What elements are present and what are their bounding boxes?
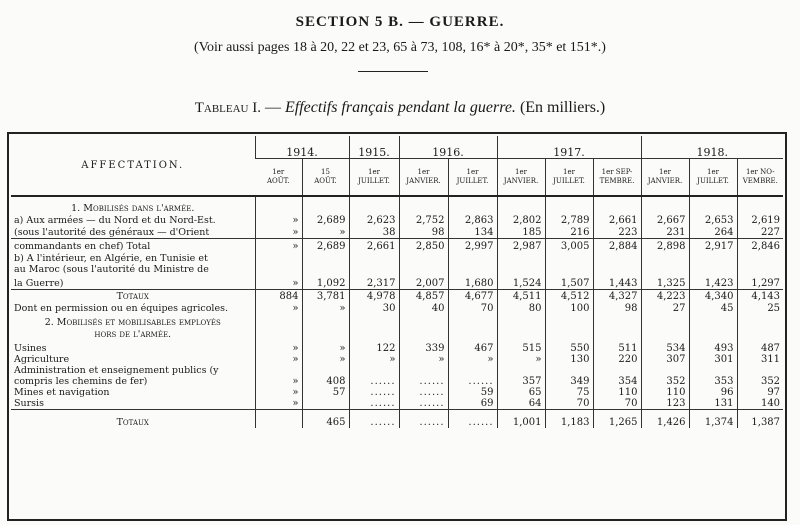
row-value bbox=[497, 328, 545, 340]
row-value bbox=[255, 196, 302, 214]
row-value: 264 bbox=[689, 226, 737, 238]
row-value bbox=[302, 328, 349, 340]
row-value: 1,426 bbox=[641, 410, 689, 428]
row-value bbox=[255, 264, 302, 275]
row-value: 2,846 bbox=[737, 238, 783, 252]
row-value bbox=[399, 264, 448, 275]
row-value: 140 bbox=[737, 398, 783, 410]
row-value: » bbox=[255, 387, 302, 398]
header-year: 1915. bbox=[349, 136, 399, 158]
row-value bbox=[737, 196, 783, 214]
row-value: 2,317 bbox=[349, 275, 399, 289]
header-month-bottom: JUILLET. bbox=[697, 176, 729, 185]
row-value: 339 bbox=[399, 340, 448, 354]
row-value: 2,789 bbox=[545, 214, 593, 226]
row-value: 2,917 bbox=[689, 238, 737, 252]
row-value: 25 bbox=[737, 302, 783, 314]
row-value bbox=[737, 328, 783, 340]
header-month bbox=[255, 158, 302, 196]
row-value: 2,884 bbox=[593, 238, 641, 252]
row-value bbox=[689, 264, 737, 275]
table-row bbox=[11, 410, 783, 428]
table-body bbox=[11, 196, 783, 428]
header-month-bottom: JUILLET. bbox=[456, 176, 489, 185]
table-row bbox=[11, 264, 783, 275]
row-value: 4,677 bbox=[448, 289, 497, 302]
row-value bbox=[593, 365, 641, 376]
row-value bbox=[593, 264, 641, 275]
row-value: 550 bbox=[545, 340, 593, 354]
header-year: 1918. bbox=[641, 136, 783, 158]
header-month-bottom: JANVIER. bbox=[406, 176, 441, 185]
table-title-lead: Tableau I. bbox=[194, 100, 261, 116]
header-month-top: 1er bbox=[272, 167, 285, 176]
row-value: 110 bbox=[641, 387, 689, 398]
row-value bbox=[302, 264, 349, 275]
table-row bbox=[11, 340, 783, 354]
row-value: 4,512 bbox=[545, 289, 593, 302]
row-value: 2,623 bbox=[349, 214, 399, 226]
row-value: » bbox=[255, 238, 302, 252]
row-value: 98 bbox=[593, 302, 641, 314]
row-value bbox=[545, 365, 593, 376]
row-value: 2,987 bbox=[497, 238, 545, 252]
row-value: 884 bbox=[255, 289, 302, 302]
row-value: 57 bbox=[302, 387, 349, 398]
row-value: 515 bbox=[497, 340, 545, 354]
row-value: 487 bbox=[737, 340, 783, 354]
row-value bbox=[593, 196, 641, 214]
row-value bbox=[641, 365, 689, 376]
row-value: 408 bbox=[302, 376, 349, 387]
row-value: ...... bbox=[349, 376, 399, 387]
row-value bbox=[689, 196, 737, 214]
row-value: 2,863 bbox=[448, 214, 497, 226]
row-value: » bbox=[255, 214, 302, 226]
row-value bbox=[593, 314, 641, 328]
row-value bbox=[497, 314, 545, 328]
table-row bbox=[11, 314, 783, 328]
row-label: Totaux bbox=[11, 410, 255, 428]
row-value: » bbox=[255, 275, 302, 289]
row-value: 2,007 bbox=[399, 275, 448, 289]
row-value: » bbox=[255, 354, 302, 365]
header-month bbox=[545, 158, 593, 196]
table-row bbox=[11, 376, 783, 387]
row-value: 534 bbox=[641, 340, 689, 354]
row-value bbox=[399, 196, 448, 214]
header-month-top: 1er SEP- bbox=[601, 167, 633, 176]
row-label: (sous l'autorité des généraux — d'Orient bbox=[14, 226, 210, 238]
row-value bbox=[545, 196, 593, 214]
row-value bbox=[302, 398, 349, 410]
row-value bbox=[448, 328, 497, 340]
header-affectation: AFFECTATION. bbox=[11, 136, 255, 196]
header-month-top: 1er bbox=[417, 167, 430, 176]
row-value: 30 bbox=[349, 302, 399, 314]
row-value: 130 bbox=[545, 354, 593, 365]
row-value: 27 bbox=[641, 302, 689, 314]
row-value: 353 bbox=[689, 376, 737, 387]
row-value: » bbox=[302, 354, 349, 365]
row-value bbox=[448, 365, 497, 376]
row-value: 3,005 bbox=[545, 238, 593, 252]
row-label: b) A l'intérieur, en Algérie, en Tunisie et bbox=[14, 253, 208, 264]
row-value: 2,898 bbox=[641, 238, 689, 252]
header-month-bottom: VEMBRE. bbox=[742, 176, 778, 185]
row-value: » bbox=[399, 354, 448, 365]
row-label: a) Aux armées — du Nord et du Nord-Est. bbox=[14, 215, 216, 226]
row-value: ...... bbox=[399, 410, 448, 428]
row-value bbox=[737, 264, 783, 275]
row-label: 1. Mobilisés dans l'armée. bbox=[71, 203, 195, 214]
row-value: 131 bbox=[689, 398, 737, 410]
row-value bbox=[641, 196, 689, 214]
row-value: » bbox=[255, 376, 302, 387]
row-value: 134 bbox=[448, 226, 497, 238]
row-value bbox=[497, 365, 545, 376]
row-value bbox=[302, 314, 349, 328]
row-value: 1,507 bbox=[545, 275, 593, 289]
header-month-top: 1er NO- bbox=[745, 167, 775, 176]
row-value: ...... bbox=[399, 387, 448, 398]
header-month-bottom: JUILLET. bbox=[358, 176, 390, 185]
row-label: 2. Mobilisés et mobilisables employés bbox=[44, 317, 221, 328]
row-value bbox=[497, 264, 545, 275]
row-value: ...... bbox=[448, 376, 497, 387]
row-value bbox=[737, 314, 783, 328]
row-value: 349 bbox=[545, 376, 593, 387]
table-row bbox=[11, 302, 783, 314]
row-label: Mines et navigation bbox=[14, 387, 110, 398]
header-month-top: 1er bbox=[368, 167, 380, 176]
row-value: 69 bbox=[448, 398, 497, 410]
row-value: 511 bbox=[593, 340, 641, 354]
row-value bbox=[641, 328, 689, 340]
row-value: 2,619 bbox=[737, 214, 783, 226]
row-label: Usines bbox=[14, 343, 47, 354]
row-value bbox=[689, 365, 737, 376]
effectifs-table bbox=[11, 136, 783, 428]
row-value bbox=[593, 328, 641, 340]
header-month bbox=[399, 158, 448, 196]
row-value: 70 bbox=[448, 302, 497, 314]
row-value: 2,661 bbox=[593, 214, 641, 226]
row-value bbox=[545, 264, 593, 275]
row-value: » bbox=[497, 354, 545, 365]
header-month-top: 1er bbox=[707, 167, 719, 176]
row-value: 223 bbox=[593, 226, 641, 238]
row-value: 1,524 bbox=[497, 275, 545, 289]
row-value: 2,667 bbox=[641, 214, 689, 226]
table-title-italic: Effectifs français pendant la guerre. bbox=[285, 99, 516, 116]
row-value: 3,781 bbox=[302, 289, 349, 302]
table-row bbox=[11, 387, 783, 398]
row-label: hors de l'armée. bbox=[94, 329, 172, 340]
header-month-top: 1er bbox=[466, 167, 479, 176]
row-value bbox=[399, 252, 448, 264]
row-value bbox=[349, 328, 399, 340]
row-value: 1,387 bbox=[737, 410, 783, 428]
row-value: ...... bbox=[448, 410, 497, 428]
row-value bbox=[349, 264, 399, 275]
row-value: 1,001 bbox=[497, 410, 545, 428]
header-month bbox=[349, 158, 399, 196]
row-value bbox=[399, 365, 448, 376]
row-value: 352 bbox=[737, 376, 783, 387]
row-value bbox=[497, 252, 545, 264]
row-value bbox=[399, 328, 448, 340]
row-value bbox=[302, 196, 349, 214]
row-value: 1,265 bbox=[593, 410, 641, 428]
row-value: » bbox=[448, 354, 497, 365]
header-month-top: 1er bbox=[563, 167, 575, 176]
row-value: 301 bbox=[689, 354, 737, 365]
header-month bbox=[593, 158, 641, 196]
row-value: 70 bbox=[593, 398, 641, 410]
row-label: Dont en permission ou en équipes agricoles. bbox=[14, 303, 228, 314]
row-value: 352 bbox=[641, 376, 689, 387]
row-value: 2,802 bbox=[497, 214, 545, 226]
row-label: la Guerre) bbox=[14, 277, 64, 289]
row-value: » bbox=[302, 340, 349, 354]
row-value: ...... bbox=[349, 387, 399, 398]
row-value: 4,143 bbox=[737, 289, 783, 302]
row-value: 4,978 bbox=[349, 289, 399, 302]
table-row bbox=[11, 328, 783, 340]
row-value bbox=[737, 252, 783, 264]
header-month-bottom: JUILLET. bbox=[553, 176, 585, 185]
table-row bbox=[11, 226, 783, 238]
row-value: 80 bbox=[497, 302, 545, 314]
row-value: 110 bbox=[593, 387, 641, 398]
row-value: 227 bbox=[737, 226, 783, 238]
row-value bbox=[448, 252, 497, 264]
row-value: 307 bbox=[641, 354, 689, 365]
row-value: 1,443 bbox=[593, 275, 641, 289]
row-value: 465 bbox=[302, 410, 349, 428]
table-title-dash: — bbox=[261, 99, 285, 116]
table-row bbox=[11, 238, 783, 252]
header-month-bottom: AOÛT. bbox=[314, 176, 337, 185]
header-month bbox=[737, 158, 783, 196]
row-value bbox=[641, 314, 689, 328]
row-label: compris les chemins de fer) bbox=[14, 376, 148, 387]
row-value: 40 bbox=[399, 302, 448, 314]
header-month-top: 1er bbox=[659, 167, 671, 176]
row-value bbox=[255, 252, 302, 264]
row-value bbox=[641, 264, 689, 275]
header-month bbox=[641, 158, 689, 196]
row-value: 2,689 bbox=[302, 238, 349, 252]
header-year: 1914. bbox=[255, 136, 349, 158]
row-label: au Maroc (sous l'autorité du Ministre de bbox=[14, 264, 209, 275]
row-value: 2,689 bbox=[302, 214, 349, 226]
row-value: ...... bbox=[399, 376, 448, 387]
row-value bbox=[545, 314, 593, 328]
row-value bbox=[448, 264, 497, 275]
header-month bbox=[302, 158, 349, 196]
row-value: » bbox=[255, 340, 302, 354]
row-value: 100 bbox=[545, 302, 593, 314]
row-value bbox=[689, 314, 737, 328]
table-title bbox=[0, 99, 800, 117]
row-value bbox=[689, 252, 737, 264]
table-row bbox=[11, 214, 783, 226]
header-year: 1916. bbox=[399, 136, 497, 158]
row-value bbox=[448, 196, 497, 214]
row-value: 4,223 bbox=[641, 289, 689, 302]
section-title: SECTION 5 B. — GUERRE. bbox=[295, 14, 505, 30]
row-value bbox=[641, 252, 689, 264]
header-month-top: 1er bbox=[515, 167, 527, 176]
row-value bbox=[399, 314, 448, 328]
row-value bbox=[593, 252, 641, 264]
row-value bbox=[302, 365, 349, 376]
header-month bbox=[448, 158, 497, 196]
row-value: 2,850 bbox=[399, 238, 448, 252]
table-row bbox=[11, 289, 783, 302]
row-value: 38 bbox=[349, 226, 399, 238]
row-value: 59 bbox=[448, 387, 497, 398]
table-row bbox=[11, 252, 783, 264]
row-value: 70 bbox=[545, 398, 593, 410]
row-value: 1,423 bbox=[689, 275, 737, 289]
row-value bbox=[448, 314, 497, 328]
row-label: Totaux bbox=[11, 289, 255, 302]
row-value: 1,092 bbox=[302, 275, 349, 289]
divider bbox=[358, 71, 428, 72]
header-month bbox=[497, 158, 545, 196]
row-value: 64 bbox=[497, 398, 545, 410]
row-value: 311 bbox=[737, 354, 783, 365]
row-value: » bbox=[349, 354, 399, 365]
row-value: 354 bbox=[593, 376, 641, 387]
header-year: 1917. bbox=[497, 136, 641, 158]
row-value: 96 bbox=[689, 387, 737, 398]
row-value: ...... bbox=[349, 398, 399, 410]
row-value bbox=[737, 365, 783, 376]
row-value bbox=[689, 328, 737, 340]
subtitle: (Voir aussi pages 18 à 20, 22 et 23, 65 à 73, 108, 16* à 20*, 35* et 151*.) bbox=[194, 40, 606, 55]
row-value: 65 bbox=[497, 387, 545, 398]
table-row bbox=[11, 354, 783, 365]
table-row bbox=[11, 275, 783, 289]
row-value bbox=[545, 252, 593, 264]
row-value: 1,374 bbox=[689, 410, 737, 428]
row-value: 1,297 bbox=[737, 275, 783, 289]
row-value: 4,327 bbox=[593, 289, 641, 302]
row-value: 4,857 bbox=[399, 289, 448, 302]
row-value bbox=[255, 365, 302, 376]
row-value: 2,752 bbox=[399, 214, 448, 226]
row-value: 220 bbox=[593, 354, 641, 365]
row-label: Agriculture bbox=[14, 354, 70, 365]
row-value: » bbox=[302, 226, 349, 238]
row-value: 216 bbox=[545, 226, 593, 238]
row-value: 123 bbox=[641, 398, 689, 410]
header-month-bottom: JANVIER. bbox=[503, 176, 539, 185]
row-value bbox=[302, 252, 349, 264]
row-label: commandants en chef) Total bbox=[11, 238, 255, 252]
row-value: 1,680 bbox=[448, 275, 497, 289]
row-value: 4,340 bbox=[689, 289, 737, 302]
row-value: 1,183 bbox=[545, 410, 593, 428]
row-value: 185 bbox=[497, 226, 545, 238]
row-value: 98 bbox=[399, 226, 448, 238]
row-value: 2,661 bbox=[349, 238, 399, 252]
row-value bbox=[545, 328, 593, 340]
row-value bbox=[349, 314, 399, 328]
row-value: » bbox=[255, 226, 302, 238]
row-value: 2,653 bbox=[689, 214, 737, 226]
row-value bbox=[349, 365, 399, 376]
row-label: Administration et enseignement publics (y bbox=[14, 365, 219, 376]
table-title-unit: (En milliers.) bbox=[515, 99, 606, 116]
row-value bbox=[497, 196, 545, 214]
header-month-top: 15 bbox=[321, 167, 330, 176]
table-row bbox=[11, 196, 783, 214]
row-value bbox=[255, 314, 302, 328]
row-value: ...... bbox=[349, 410, 399, 428]
row-value bbox=[255, 410, 302, 428]
header-month bbox=[689, 158, 737, 196]
row-value: 45 bbox=[689, 302, 737, 314]
row-value: » bbox=[302, 302, 349, 314]
row-value: 493 bbox=[689, 340, 737, 354]
row-value bbox=[349, 196, 399, 214]
header-month-bottom: TEMBRE. bbox=[599, 176, 635, 185]
row-value: 1,325 bbox=[641, 275, 689, 289]
table-row bbox=[11, 365, 783, 376]
row-value: 231 bbox=[641, 226, 689, 238]
row-value: » bbox=[255, 302, 302, 314]
row-value: 75 bbox=[545, 387, 593, 398]
row-value bbox=[349, 252, 399, 264]
header-month-bottom: JANVIER. bbox=[647, 176, 683, 185]
row-value: ...... bbox=[399, 398, 448, 410]
header-month-bottom: AOÛT. bbox=[266, 176, 290, 185]
row-value bbox=[255, 328, 302, 340]
row-value: 467 bbox=[448, 340, 497, 354]
row-value: 357 bbox=[497, 376, 545, 387]
row-value: » bbox=[255, 398, 302, 410]
row-value: 122 bbox=[349, 340, 399, 354]
row-value: 4,511 bbox=[497, 289, 545, 302]
table-row bbox=[11, 398, 783, 410]
row-value: 2,997 bbox=[448, 238, 497, 252]
row-label: Sursis bbox=[14, 398, 44, 409]
row-value: 97 bbox=[737, 387, 783, 398]
